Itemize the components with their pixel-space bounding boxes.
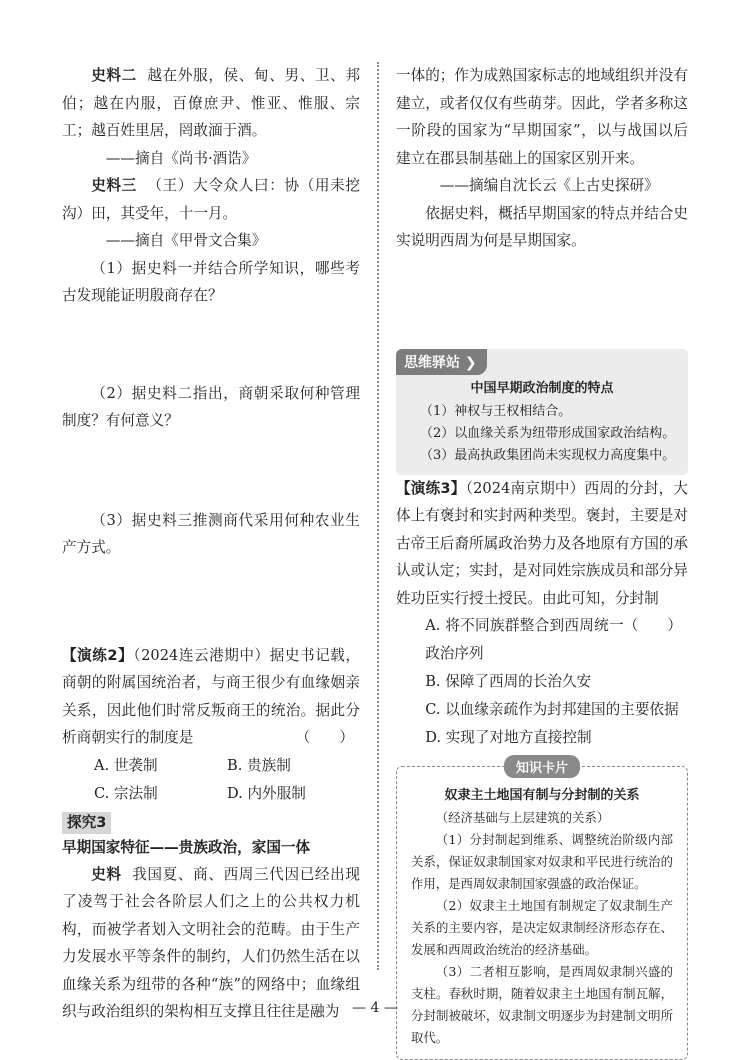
exercise-2-options bbox=[62, 752, 360, 808]
probe-3-tag: 探究3 bbox=[62, 812, 111, 834]
option-a[interactable]: A. 将不同族群整合到西周统一政治序列 bbox=[425, 617, 624, 662]
exercise-3-text: （2024南京期中）西周的分封，大体上有褒封和实封两种类型。褒封，主要是对古帝王后裔所属政治势力及各地原有方国的承认或认定；实封，是对同姓宗族成员和部分异姓功臣实行授土授民。由此可知，分封制 bbox=[396, 479, 689, 607]
source-2-label: 史料二 bbox=[91, 67, 137, 84]
knowledge-card-point-2: （2）奴隶主土地国有制规定了奴隶制生产关系的主要内容，是决定奴隶制经济形态存在、发展和西周政治统治的经济基础。 bbox=[411, 898, 673, 957]
exercise-2-label: 【演练2】 bbox=[62, 646, 134, 664]
exercise-2 bbox=[62, 642, 360, 752]
source-3-text: （王）大令众人曰：协（用耒挖沟）田，其受年，十一月。 bbox=[62, 177, 360, 222]
list-item: （1）神权与王权相结合。 bbox=[420, 403, 572, 419]
chevron-right-icon: ❯ bbox=[464, 354, 477, 371]
option-d[interactable]: D. 内外服制 bbox=[227, 784, 306, 802]
thinking-station-list bbox=[396, 401, 688, 475]
probe-3-source-label: 史料 bbox=[91, 865, 122, 883]
knowledge-card-tag: 知识卡片 bbox=[504, 755, 580, 778]
thinking-station-label: 思维驿站 bbox=[404, 354, 460, 371]
thinking-station-title: 中国早期政治制度的特点 bbox=[470, 380, 614, 396]
knowledge-card-point-3: （3）二者相互影响，是西周奴隶制兴盛的支柱。春秋时期，随着奴隶主土地国有制瓦解，分封制被破坏，奴隶制文明逐步为封建制文明所取代。 bbox=[411, 964, 673, 1045]
answer-paren[interactable]: （ ） bbox=[623, 617, 682, 634]
thinking-station-header bbox=[396, 349, 487, 375]
option-a[interactable]: A. 世袭制 bbox=[94, 756, 158, 774]
option-c[interactable]: C. 宗法制 bbox=[94, 784, 158, 802]
option-b[interactable]: B. 贵族制 bbox=[227, 756, 291, 774]
question-2: （2）据史料二指出，商朝采取何种管理制度？有何意义？ bbox=[62, 384, 360, 429]
probe-3-heading bbox=[62, 812, 360, 861]
source-2 bbox=[62, 62, 360, 145]
probe-3-source-text: 我国夏、商、西周三代因已经出现了凌驾于社会各阶层人们之上的公共权力机构，而被学者划入文明社会的范畴。由于生产力发展水平等条件的制约，人们仍然生活在以血缘关系为纽带的各种“族”的网络中；血缘组织与政治组织的架构相互支撑且往往是融为 bbox=[62, 865, 360, 1020]
exercise-3 bbox=[396, 475, 689, 634]
source-3-label: 史料三 bbox=[91, 177, 137, 194]
answer-space-4[interactable] bbox=[396, 255, 688, 349]
option-d[interactable]: D. 实现了对地方直接控制 bbox=[425, 729, 592, 746]
answer-paren[interactable]: （ ） bbox=[295, 729, 354, 746]
column-divider bbox=[377, 62, 379, 970]
question-3: （3）据史料三推测商代采用何种农业生产方式。 bbox=[62, 511, 360, 556]
probe-3-question: 依据史料，概括早期国家的特点并结合史实说明西周为何是早期国家。 bbox=[396, 204, 688, 249]
list-item: （3）最高执政集团尚未实现权力高度集中。 bbox=[420, 447, 676, 463]
probe-3-citation: ——摘编自沈长云《上古史探研》 bbox=[439, 177, 659, 194]
left-column bbox=[62, 62, 360, 1026]
source-3 bbox=[62, 172, 360, 227]
source-3-citation: ——摘自《甲骨文合集》 bbox=[105, 232, 267, 249]
thinking-station-box bbox=[396, 349, 688, 475]
knowledge-card-point-1: （1）分封制起到维系、调整统治阶级内部关系，保证奴隶制国家对奴隶和平民进行统治的作用，是西周奴隶制国家强盛的政治保证。 bbox=[411, 832, 673, 891]
knowledge-card-title: 奴隶主土地国有制与分封制的关系 bbox=[444, 788, 640, 803]
question-1: （1）据史料一并结合所学知识，哪些考古发现能证明殷商存在？ bbox=[62, 259, 360, 304]
answer-space-1[interactable] bbox=[62, 310, 360, 380]
source-2-citation: ——摘自《尚书·酒诰》 bbox=[105, 149, 257, 167]
answer-space-3[interactable] bbox=[62, 562, 360, 642]
exercise-3-label: 【演练3】 bbox=[396, 479, 466, 497]
knowledge-card-subtitle: （经济基础与上层建筑的关系） bbox=[435, 810, 610, 825]
option-c[interactable]: C. 以血缘亲疏作为封邦建国的主要依据 bbox=[425, 701, 679, 718]
answer-space-2[interactable] bbox=[62, 435, 360, 507]
list-item: （2）以血缘关系为纽带形成国家政治结构。 bbox=[420, 425, 676, 441]
page-number: — 4 — bbox=[352, 1000, 398, 1016]
option-b[interactable]: B. 保障了西周的长治久安 bbox=[425, 673, 592, 690]
probe-3-title: 早期国家特征——贵族政治，家国一体 bbox=[62, 838, 311, 856]
probe-3-source-continued: 一体的；作为成熟国家标志的地域组织并没有建立，或者仅仅有些萌芽。因此，学者多称这一阶段的国家为“早期国家”，以与战国以后建立在郡县制基础上的国家区别开来。 bbox=[396, 67, 688, 167]
source-2-text: 越在外服，侯、甸、男、卫、邦伯；越在内服，百僚庶尹、惟亚、惟服、宗工；越百姓里居，罔敢湎于酒。 bbox=[62, 67, 360, 139]
exercise-2-text: （2024连云港期中）据史书记载，商朝的附属国统治者，与商王很少有血缘姻亲关系，因此他们时常反叛商王的统治。据此分析商朝实行的制度是 bbox=[62, 646, 361, 746]
right-column bbox=[396, 62, 688, 1060]
